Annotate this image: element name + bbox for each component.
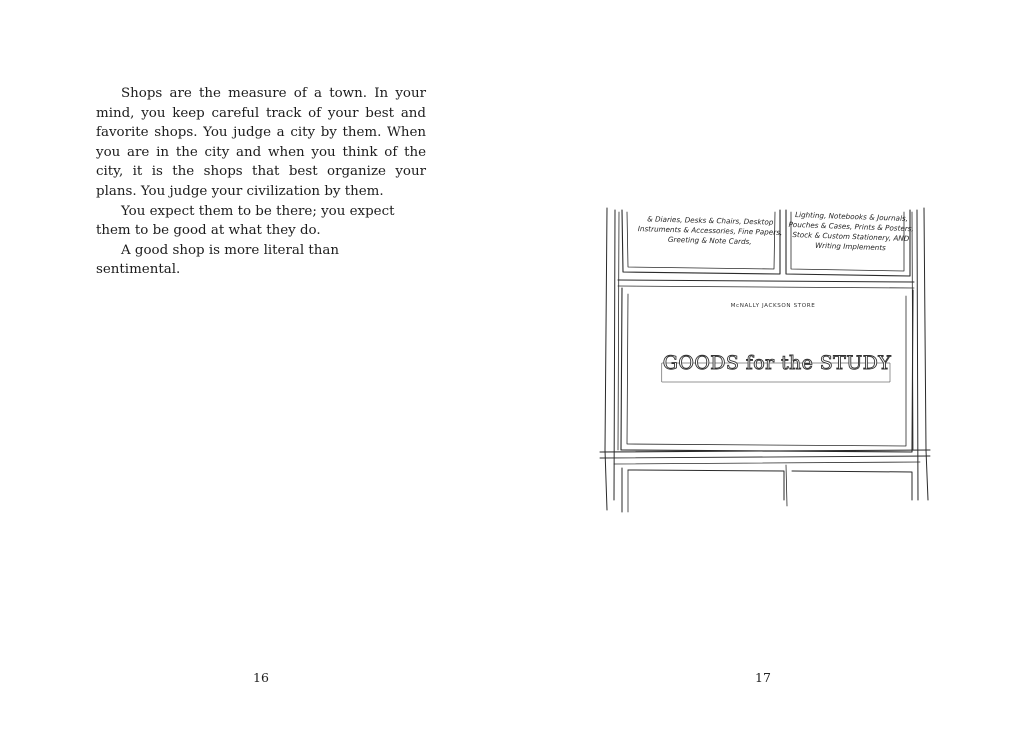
paragraph-2: You expect them to be there; you expect them to be good at what they do. — [96, 203, 395, 239]
right-page — [512, 0, 1024, 748]
goods-for-the-study-sign: GOODS for the STUDY — [662, 352, 892, 374]
paragraph-1: Shops are the measure of a town. In your mind, you keep careful track of your best and favorite shops. You judge a city by them. When you are in the city and when you think of the city, it is the shops that best organize your plans. You judge your civilization by them. — [96, 86, 426, 199]
store-name-sign: McNALLY JACKSON STORE — [730, 303, 816, 309]
sign-right-text: Lighting, Notebooks & Journals, Pouches & Cases, Prints & Posters, Stock & Custom Stationery, AND Writing Implements — [788, 210, 914, 253]
page-number-left: 16 — [253, 670, 269, 685]
paragraph-3: A good shop is more literal than sentimental. — [96, 242, 339, 278]
sign-left-text: & Diaries, Desks & Chairs, Desktop Instruments & Accessories, Fine Papers, Greeting & Note Cards, — [637, 214, 783, 247]
page-number-right: 17 — [755, 670, 771, 685]
body-text — [96, 84, 426, 280]
